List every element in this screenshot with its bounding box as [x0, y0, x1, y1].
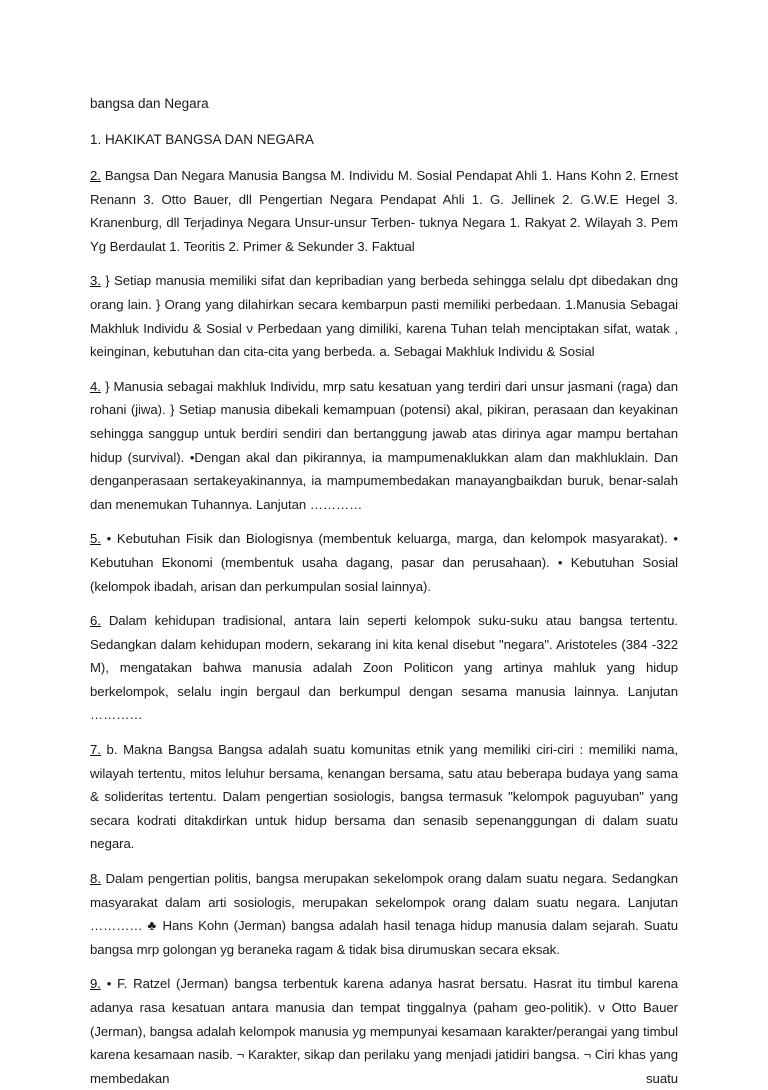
paragraph-3	[90, 269, 678, 363]
paragraph-7	[90, 738, 678, 856]
paragraph-9	[90, 972, 678, 1090]
paragraph-8	[90, 867, 678, 961]
paragraph-text: } Setiap manusia memiliki sifat dan kepribadian yang berbeda sehingga selalu dpt dibedakan dng orang lain. } Orang yang dilahirkan secara kembarpun pasti memiliki perbedaan. 1.Manusia Sebagai Makhluk Individu & Sosial ν Perbedaan yang dimiliki, karena Tuhan telah menciptakan sifat, watak , keinginan, kebutuhan dan cita-cita yang berbeda. a. Sebagai Makhluk Individu & Sosial	[90, 273, 678, 360]
paragraph-4	[90, 375, 678, 517]
paragraph-2	[90, 164, 678, 258]
paragraph-number[interactable]: 2.	[90, 168, 101, 183]
paragraph-text: Bangsa Dan Negara Manusia Bangsa M. Individu M. Sosial Pendapat Ahli 1. Hans Kohn 2. Ernest Renann 3. Otto Bauer, dll Pengertian Negara Pendapat Ahli 1. G. Jellinek 2. G.W.E Hegel 3. Kranenburg, dll Terjadinya Negara Unsur-unsur Terben- tuknya Negara 1. Rakyat 2. Wilayah 3. Pem Yg Berdaulat 1. Teoritis 2. Primer & Sekunder 3. Faktual	[90, 168, 678, 254]
paragraph-number[interactable]: 3.	[90, 273, 101, 289]
paragraph-text: b. Makna Bangsa Bangsa adalah suatu komunitas etnik yang memiliki ciri-ciri : memiliki nama, wilayah tertentu, mitos leluhur bersama, kenangan bersama, satu atau beberapa budaya yang sama & solideritas tertentu. Dalam pengertian sosiologis, bangsa termasuk "kelompok paguyuban" yang secara kodrati ditakdirkan untuk hidup bersama dan senasib sepenanggungan di dalam suatu negara.	[90, 742, 678, 852]
paragraph-text: Dalam kehidupan tradisional, antara lain seperti kelompok suku-suku atau bangsa tertentu. Sedangkan dalam kehidupan modern, sekarang ini kita kenal disebut "negara". Aristoteles (384 -322 M), mengatakan bahwa manusia adalah Zoon Politicon yang artinya mahluk yang hidup berkelompok, selalu ingin bergaul dan berkumpul dengan sesama manusia lainnya. Lanjutan …………	[90, 613, 678, 723]
paragraph-text: } Manusia sebagai makhluk Individu, mrp satu kesatuan yang terdiri dari unsur jasmani (raga) dan rohani (jiwa). } Setiap manusia dibekali kemampuan (potensi) akal, pikiran, perasaan dan keyakinan sehingga sanggup untuk berdiri sendiri dan bertanggung jawab atas dirinya agar mampu bertahan hidup (survival). •Dengan akal dan pikirannya, ia mampumenaklukkan alam dan makhluklain. Dan denganperasaan sertakeyakinannya, ia mampumembedakan manayangbaikdan buruk, benar-salah dan menemukan Tuhannya. Lanjutan …………	[90, 378, 678, 512]
document-title: bangsa dan Negara	[90, 96, 209, 111]
paragraph-number[interactable]: 8.	[90, 871, 101, 887]
paragraph-number[interactable]: 7.	[90, 742, 101, 758]
paragraph-number[interactable]: 9.	[90, 976, 101, 992]
paragraph-text: • Kebutuhan Fisik dan Biologisnya (membentuk keluarga, marga, dan kelompok masyarakat). • Kebutuhan Ekonomi (membentuk usaha dagang, pasar dan perusahaan). • Kebutuhan Sosial (kelompok ibadah, arisan dan perkumpulan sosial lainnya).	[90, 531, 678, 594]
paragraph-number[interactable]: 4.	[90, 378, 101, 394]
paragraph-text: Dalam pengertian politis, bangsa merupakan sekelompok orang dalam suatu negara. Sedangkan masyarakat dalam arti sosiologis, merupakan sekelompok orang dalam suatu negara. Lanjutan ………… ♣ Hans Kohn (Jerman) bangsa adalah hasil tenaga hidup manusia dalam sejarah. Suatu bangsa mrp golongan yg beraneka ragam & tidak bisa dirumuskan secara eksak.	[90, 871, 678, 957]
paragraph-5	[90, 527, 678, 598]
paragraph-number[interactable]: 5.	[90, 531, 101, 547]
section-heading: 1. HAKIKAT BANGSA DAN NEGARA	[90, 132, 314, 147]
paragraph-text: • F. Ratzel (Jerman) bangsa terbentuk karena adanya hasrat bersatu. Hasrat itu timbul karena adanya rasa kesatuan antara manusia dan tempat tinggalnya (paham geo-politik). ν Otto Bauer (Jerman), bangsa adalah kelompok manusia yg mempunyai kesamaan karakter/perangai yang timbul karena kesamaan nasib. ¬ Karakter, sikap dan perilaku yang menjadi jatidiri bangsa. ¬ Ciri khas yang membedakan suatu	[90, 976, 678, 1086]
paragraph-number[interactable]: 6.	[90, 613, 101, 629]
paragraph-6	[90, 609, 678, 727]
